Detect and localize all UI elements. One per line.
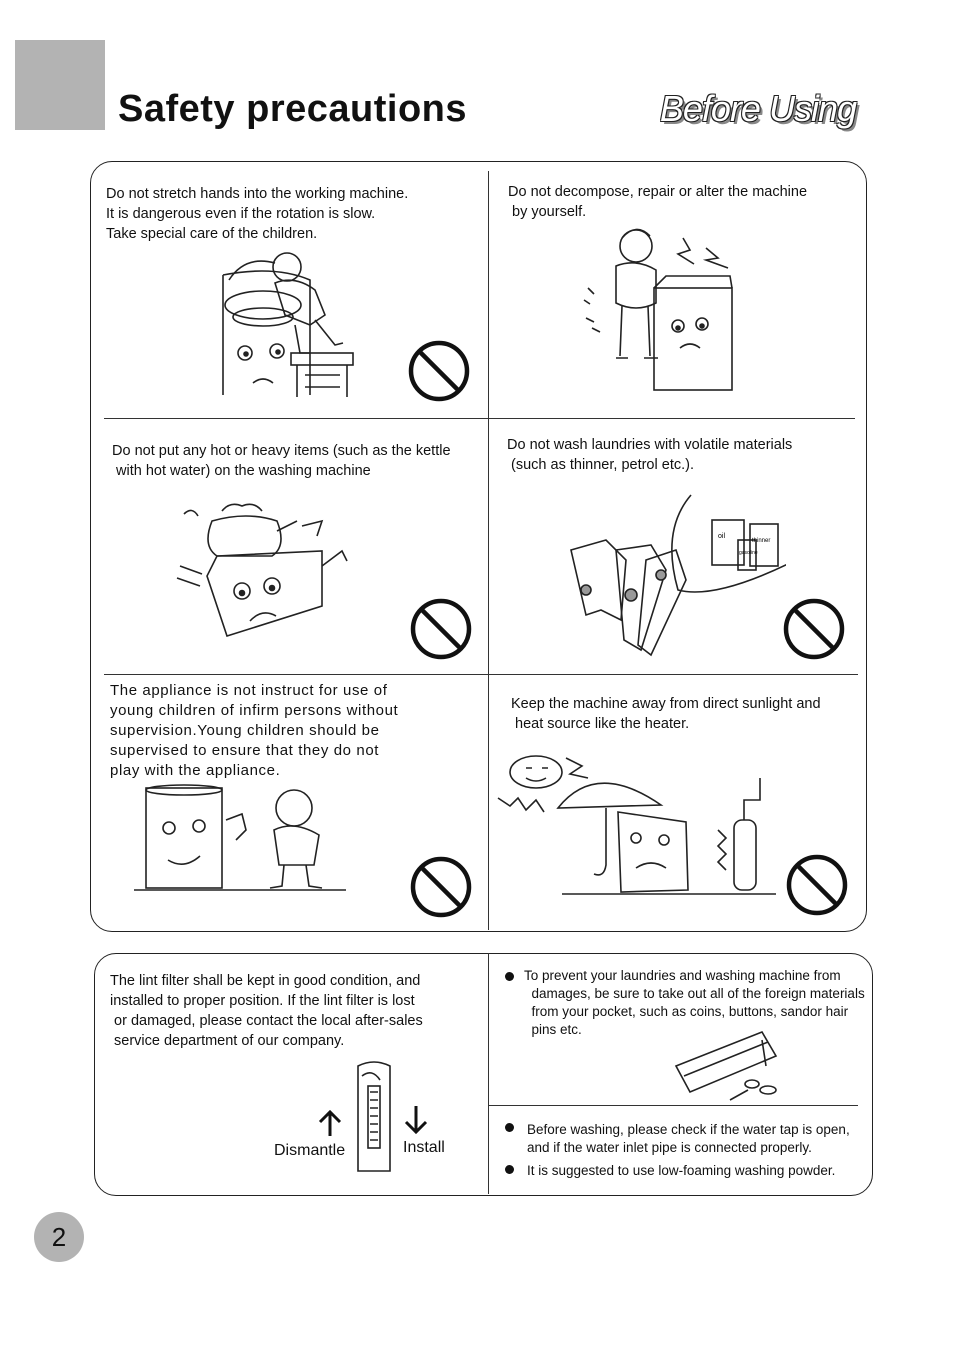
lint-filter-text: The lint filter shall be kept in good condition, and installed to proper position. If the lint filter is lost or damaged, please contact the local after-sales service department of our company. [110,973,423,1049]
prohibited-icon [408,340,470,402]
page-title: Safety precautions [118,88,467,130]
oil-label: oil [718,533,726,540]
section-title: Before Using [659,88,856,129]
pocket-coins-illustration [672,1026,784,1102]
kettle-on-washer-illustration [172,496,352,646]
warning-heavy-items-text: Do not put any hot or heavy items (such as the kettle with hot water) on the washing machine [112,443,451,479]
warning-hands-text: Do not stretch hands into the working machine. It is dangerous even if the rotation is slow. Take special care of the children. [106,186,409,242]
header-tab-block [15,40,105,130]
warning-volatile-text: Do not wash laundries with volatile materials (such as thinner, petrol etc.). [507,437,793,473]
bottom-divider-vertical [488,953,489,1194]
prohibited-icon [410,856,472,918]
clothes-volatile-illustration [566,490,786,660]
tip-foreign-materials: To prevent your laundries and washing machine from damages, be sure to take out all of the foreign materials from your pocket, such as coins, buttons, sandor hair pins etc. [524,968,865,1037]
bullet-icon [505,972,514,981]
man-repairing-illustration [578,218,738,398]
bullet-icon [505,1123,514,1132]
dismantle-label: Dismantle [274,1142,346,1159]
child-reaching-illustration [215,245,360,400]
gasoline-label: gasoline [739,550,758,556]
sunlight-heater-illustration [496,750,776,898]
thinner-label: thinner [752,538,771,544]
tip-low-foaming: It is suggested to use low-foaming washing powder. [527,1163,836,1178]
prohibited-icon [783,598,845,660]
child-and-washer-illustration [134,780,349,895]
grid-divider-row-2 [104,674,858,675]
prohibited-icon [410,598,472,660]
prohibited-icon [786,854,848,916]
install-label: Install [403,1139,445,1156]
bottom-divider-horizontal [488,1105,858,1106]
grid-divider-vertical [488,171,489,930]
grid-divider-row-1 [104,418,855,419]
warning-repair-text: Do not decompose, repair or alter the machine by yourself. [508,184,808,220]
warning-children-text: The appliance is not instruct for use of young children of infirm persons without supervision.Young children should be supervised to ensure that they do not play with the appliance. [110,682,399,779]
page-number: 2 [34,1212,84,1262]
tip-water-tap: Before washing, please check if the water tap is open, and if the water inlet pipe is connected properly. [527,1122,850,1155]
warning-sunlight-text: Keep the machine away from direct sunlight and heat source like the heater. [511,696,821,732]
bullet-icon [505,1165,514,1174]
